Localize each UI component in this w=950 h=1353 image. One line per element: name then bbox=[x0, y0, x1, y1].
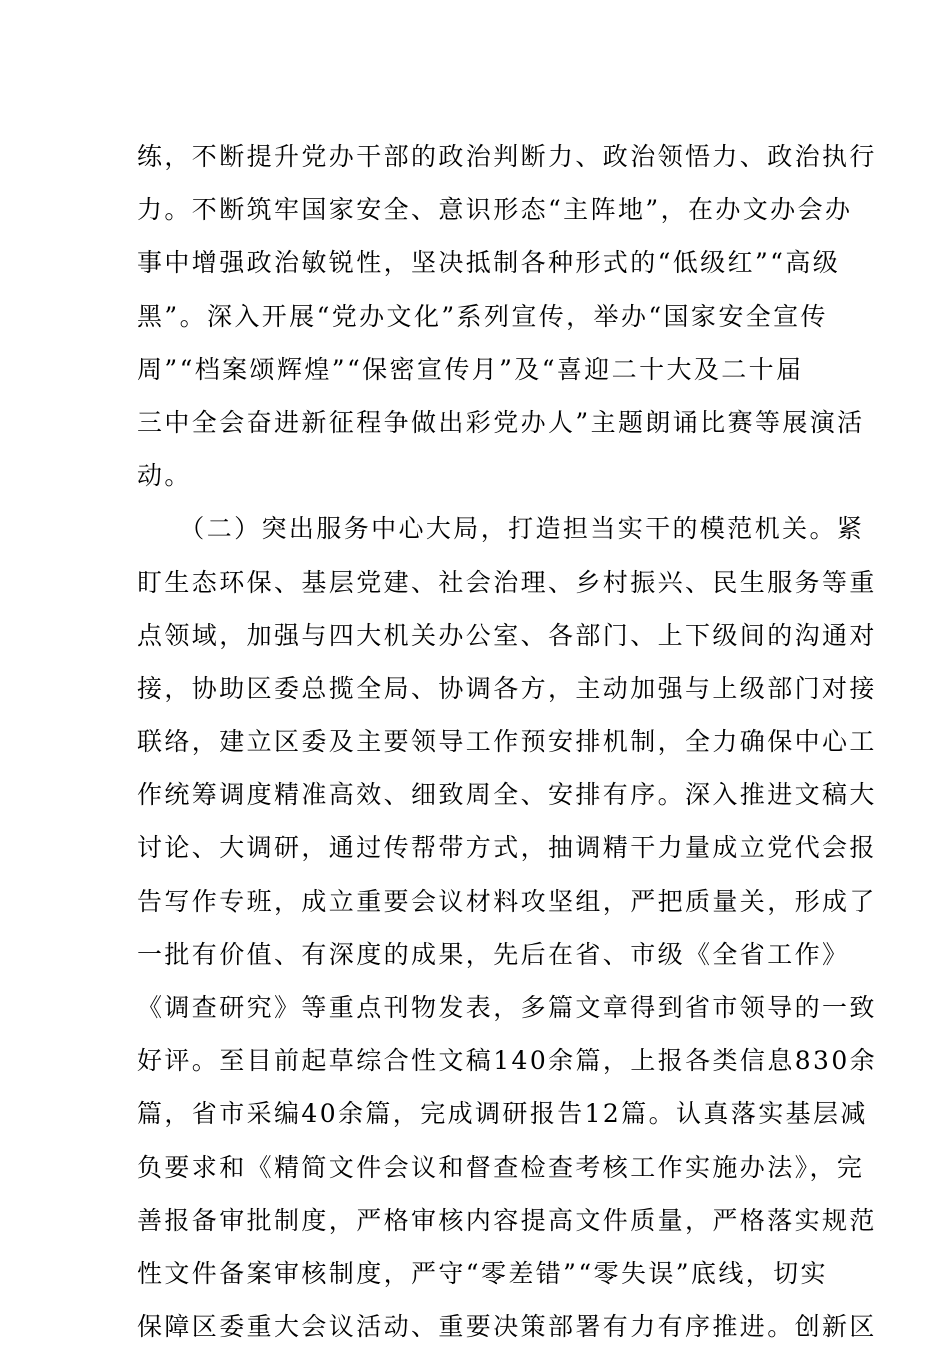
text-line-15: 告写作专班，成立重要会议材料攻坚组，严把质量关，形成了 bbox=[137, 886, 877, 916]
text-line-9: 盯生态环保、基层党建、社会治理、乡村振兴、民生服务等重 bbox=[137, 567, 877, 597]
body-text bbox=[137, 130, 878, 1353]
text-line-1: 练，不断提升党办干部的政治判断力、政治领悟力、政治执行 bbox=[137, 142, 877, 171]
text-line-16: 一批有价值、有深度的成果，先后在省、市级《全省工作》 bbox=[137, 939, 850, 969]
text-line-12: 联络，建立区委及主要领导工作预安排机制，全力确保中心工 bbox=[137, 727, 877, 757]
text-line-11: 接，协助区委总揽全局、协调各方，主动加强与上级部门对接 bbox=[137, 673, 877, 703]
text-line-21: 善报备审批制度，严格审核内容提高文件质量，严格落实规范 bbox=[137, 1205, 877, 1235]
text-line-20: 负要求和《精简文件会议和督查检查考核工作实施办法》，完 bbox=[137, 1152, 865, 1182]
text-line-5: 周”“档案颂辉煌”“保密宣传月”及“喜迎二十大及二十届 bbox=[137, 354, 804, 384]
text-line-6: 三中全会奋进新征程争做出彩党办人”主题朗诵比赛等展演活 bbox=[137, 407, 865, 437]
section-heading-line: （二）突出服务中心大局，打造担当实干的模范机关。紧 bbox=[137, 514, 865, 544]
text-line-19: 篇，省市采编40余篇，完成调研报告12篇。认真落实基层减 bbox=[137, 1099, 868, 1129]
text-line-22: 性文件备案审核制度，严守“零差错”“零失误”底线，切实 bbox=[137, 1258, 828, 1288]
text-line-3: 事中增强政治敏锐性，坚决抵制各种形式的“低级红”“高级 bbox=[137, 248, 841, 278]
text-line-17: 《调查研究》等重点刊物发表，多篇文章得到省市领导的一致 bbox=[137, 993, 877, 1022]
text-line-18: 好评。至目前起草综合性文稿140余篇，上报各类信息830余 bbox=[137, 1046, 878, 1076]
text-line-7: 动。 bbox=[137, 461, 192, 491]
text-line-10: 点领域，加强与四大机关办公室、各部门、上下级间的沟通对 bbox=[137, 620, 877, 650]
text-line-13: 作统筹调度精准高效、细致周全、安排有序。深入推进文稿大 bbox=[137, 780, 877, 810]
text-line-23: 保障区委重大会议活动、重要决策部署有力有序推进。创新区 bbox=[137, 1312, 877, 1342]
text-line-4: 黑”。深入开展“党办文化”系列宣传，举办“国家安全宣传 bbox=[137, 301, 828, 331]
text-line-2: 力。不断筑牢国家安全、意识形态“主阵地”，在办文办会办 bbox=[137, 195, 853, 225]
text-line-14: 讨论、大调研，通过传帮带方式，抽调精干力量成立党代会报 bbox=[137, 833, 877, 863]
